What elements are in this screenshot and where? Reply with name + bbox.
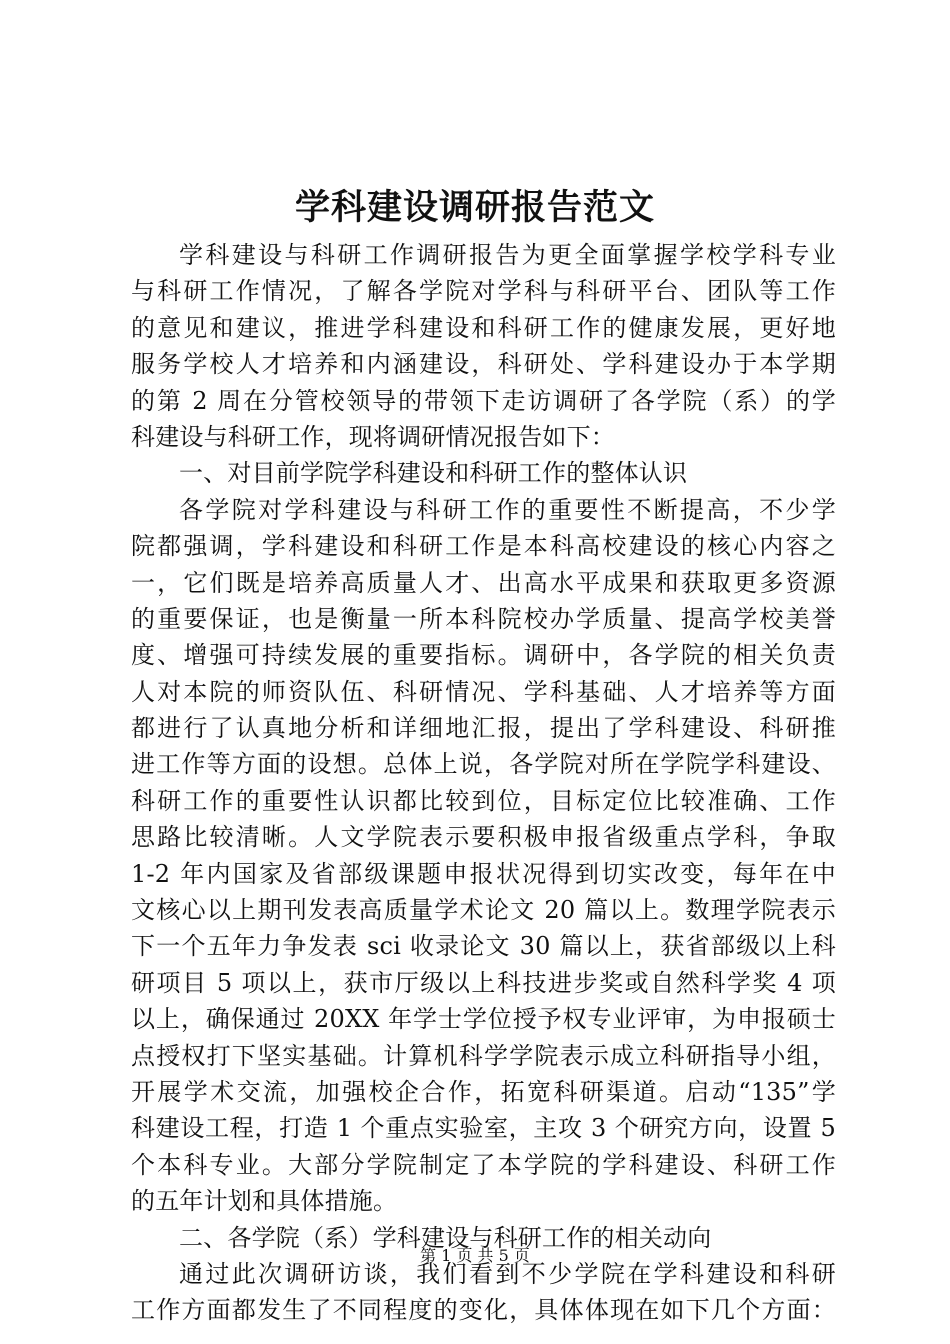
text-line: 以上，确保通过 20XX 年学士学位授予权专业评审，为申报硕士	[131, 1005, 836, 1034]
text-line: 通过此次调研访谈，我们看到不少学院在学科建设和科研	[179, 1259, 836, 1288]
page-title: 学科建设调研报告范文	[294, 187, 655, 228]
text-line: 科研工作的重要性认识都比较到位，目标定位比较准确、工作	[131, 786, 836, 815]
text-line: 进工作等方面的设想。总体上说，各学院对所在学院学科建设、	[131, 750, 836, 779]
text-line: 思路比较清晰。人文学院表示要积极申报省级重点学科，争取	[131, 823, 836, 852]
text-line: 度、增强可持续发展的重要指标。调研中，各学院的相关负责	[131, 641, 836, 670]
text-line: 的五年计划和具体措施。	[131, 1187, 398, 1216]
text-line: 的第 2 周在分管校领导的带领下走访调研了各学院（系）的学	[131, 386, 836, 415]
text-line: 服务学校人才培养和内涵建设，科研处、学科建设办于本学期	[131, 350, 836, 379]
text-line: 点授权打下坚实基础。计算机科学学院表示成立科研指导小组，	[131, 1041, 836, 1070]
text-line: 人对本院的师资队伍、科研情况、学科基础、人才培养等方面	[131, 677, 836, 706]
text-line: 都进行了认真地分析和详细地汇报，提出了学科建设、科研推	[131, 714, 836, 743]
text-line: 个本科专业。大部分学院制定了本学院的学科建设、科研工作	[131, 1150, 836, 1179]
page-footer: 第 1 页 共 5 页	[420, 1246, 530, 1265]
text-line: 与科研工作情况，了解各学院对学科与科研平台、团队等工作	[131, 277, 836, 306]
text-line: 文核心以上期刊发表高质量学术论文 20 篇以上。数理学院表示	[131, 896, 836, 925]
text-line: 1-2 年内国家及省部级课题申报状况得到切实改变，每年在中	[131, 859, 836, 888]
section-heading: 一、对目前学院学科建设和科研工作的整体认识	[179, 459, 688, 488]
section-heading: 二、各学院（系）学科建设与科研工作的相关动向	[179, 1223, 712, 1252]
text-line: 的重要保证，也是衡量一所本科院校办学质量、提高学校美誉	[131, 604, 836, 633]
text-line: 科建设与科研工作，现将调研情况报告如下：	[131, 422, 615, 451]
text-line: 科建设工程，打造 1 个重点实验室，主攻 3 个研究方向，设置 5	[131, 1114, 836, 1143]
text-line: 工作方面都发生了不同程度的变化，具体体现在如下几个方面：	[131, 1296, 836, 1325]
text-line: 院都强调，学科建设和科研工作是本科高校建设的核心内容之	[131, 532, 836, 561]
text-line: 各学院对学科建设与科研工作的重要性不断提高，不少学	[179, 495, 836, 524]
text-line: 一，它们既是培养高质量人才、出高水平成果和获取更多资源	[131, 568, 836, 597]
document-body	[131, 237, 836, 1329]
text-line: 的意见和建议，推进学科建设和科研工作的健康发展，更好地	[131, 313, 836, 342]
text-line: 开展学术交流，加强校企合作，拓宽科研渠道。启动“135”学	[131, 1077, 836, 1106]
text-line: 研项目 5 项以上，获市厅级以上科技进步奖或自然科学奖 4 项	[131, 968, 836, 997]
text-line: 下一个五年力争发表 sci 收录论文 30 篇以上，获省部级以上科	[131, 932, 836, 961]
text-line: 学科建设与科研工作调研报告为更全面掌握学校学科专业	[179, 241, 836, 269]
